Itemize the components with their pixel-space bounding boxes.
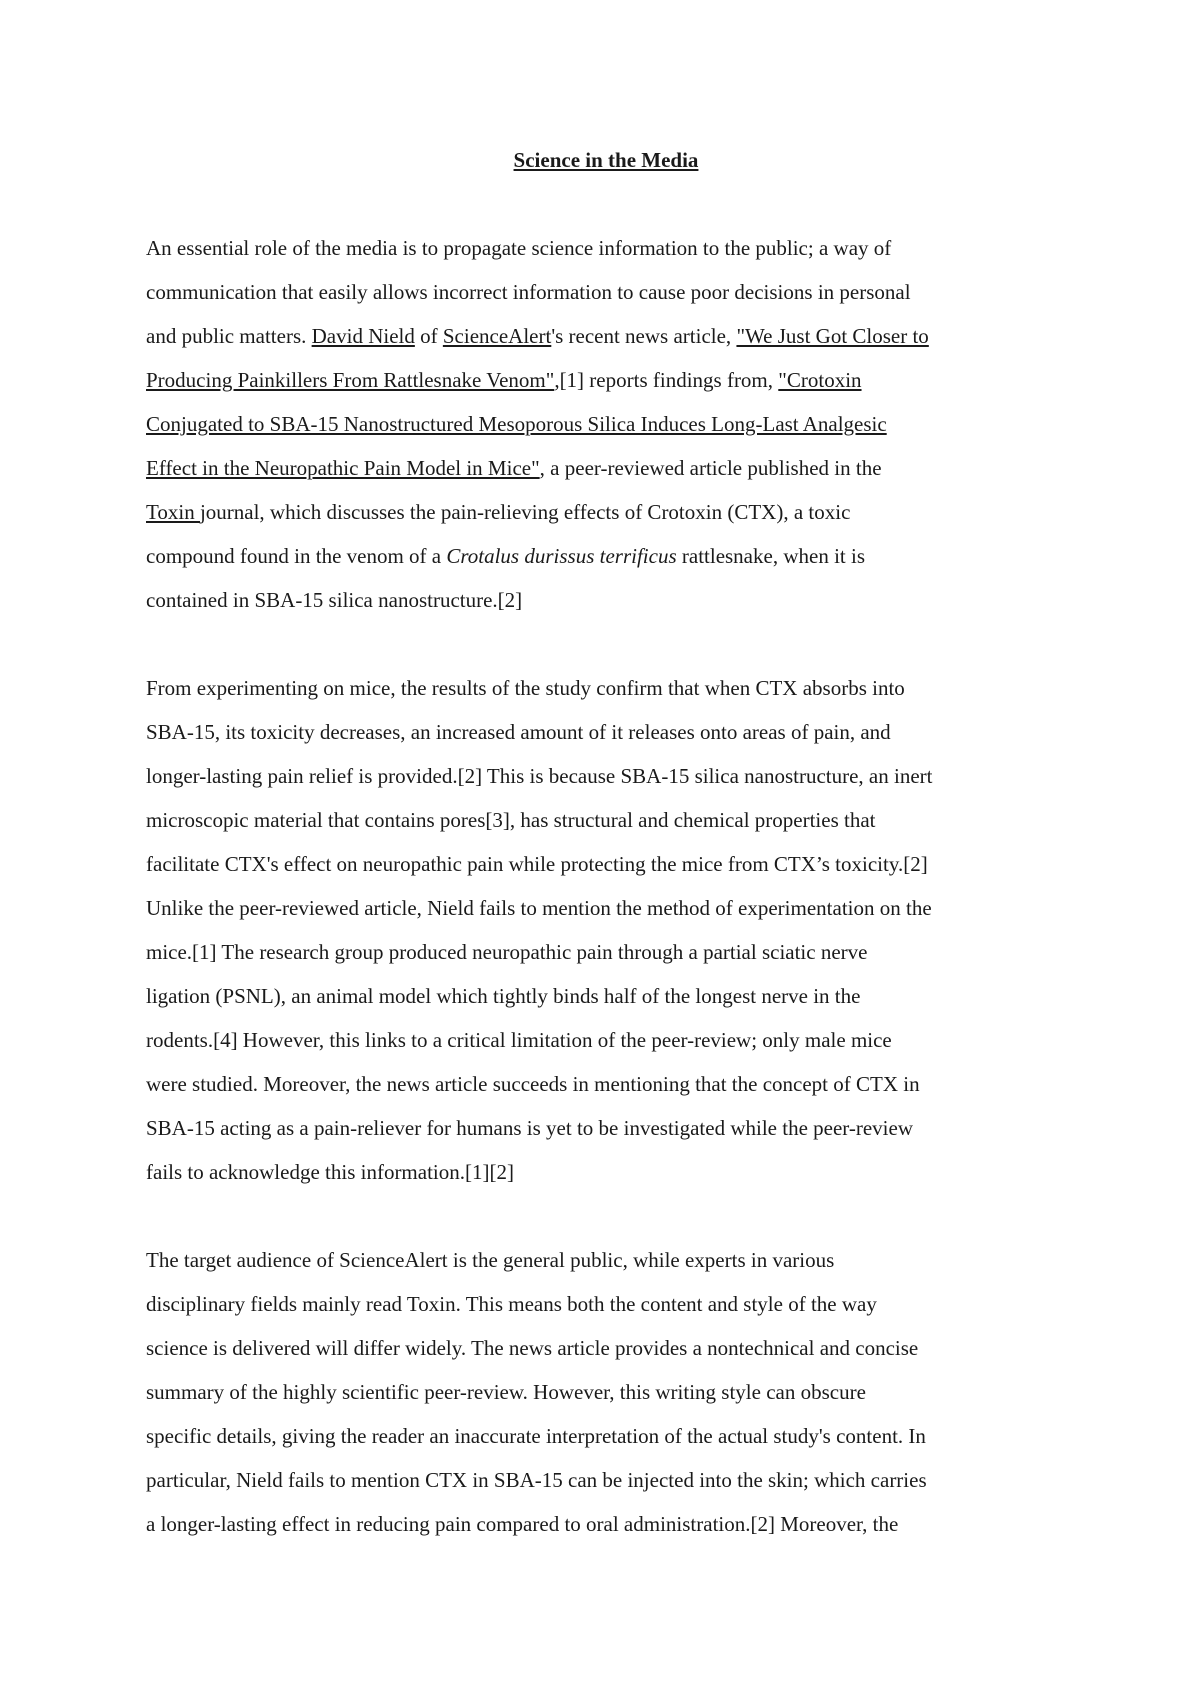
hyperlink[interactable]: Producing Painkillers From Rattlesnake Venom" [146, 368, 555, 392]
text-segment: rattlesnake, when it is [676, 544, 865, 568]
text-line [146, 1018, 1066, 1062]
text-segment: Unlike the peer-reviewed article, Nield fails to mention the method of experimentation on the [146, 896, 932, 920]
italic-text: Crotalus durissus terrificus [446, 544, 677, 568]
text-segment: particular, Nield fails to mention CTX in SBA-15 can be injected into the skin; which carries [146, 1468, 927, 1492]
text-segment: disciplinary fields mainly read Toxin. This means both the content and style of the way [146, 1292, 877, 1316]
document-body [146, 138, 1066, 1590]
text-segment: fails to acknowledge this information.[1][2] [146, 1160, 514, 1184]
text-segment: science is delivered will differ widely. The news article provides a nontechnical and concise [146, 1336, 919, 1360]
text-segment: ligation (PSNL), an animal model which tightly binds half of the longest nerve in the [146, 984, 861, 1008]
paragraph [146, 226, 1066, 622]
text-segment: SBA-15, its toxicity decreases, an increased amount of it releases onto areas of pain, and [146, 720, 891, 744]
text-line [146, 710, 1066, 754]
text-line [146, 226, 1066, 270]
text-segment: contained in SBA-15 silica nanostructure.[2] [146, 588, 523, 612]
text-segment: 's recent news article, [551, 324, 737, 348]
text-line [146, 798, 1066, 842]
paragraphs-container [146, 226, 1066, 1546]
text-line [146, 490, 1066, 534]
text-line [146, 358, 1066, 402]
text-line [146, 1502, 1066, 1546]
paragraph [146, 1238, 1066, 1546]
text-line [146, 314, 1066, 358]
text-segment: compound found in the venom of a [146, 544, 447, 568]
text-segment: mice.[1] The research group produced neuropathic pain through a partial sciatic nerve [146, 940, 868, 964]
text-line [146, 1326, 1066, 1370]
hyperlink[interactable]: "Crotoxin [778, 368, 862, 392]
hyperlink[interactable]: Effect in the Neuropathic Pain Model in Mice" [146, 456, 540, 480]
text-segment: , a peer-reviewed article published in the [539, 456, 882, 480]
paragraph [146, 666, 1066, 1194]
text-segment: communication that easily allows incorrect information to cause poor decisions in personal [146, 280, 911, 304]
text-segment: were studied. Moreover, the news article succeeds in mentioning that the concept of CTX in [146, 1072, 920, 1096]
text-line [146, 1370, 1066, 1414]
text-segment: The target audience of ScienceAlert is the general public, while experts in various [146, 1248, 835, 1272]
text-line [146, 534, 1066, 578]
text-segment: SBA-15 acting as a pain-reliever for humans is yet to be investigated while the peer-review [146, 1116, 913, 1140]
text-segment: journal, which discusses the pain-relieving effects of Crotoxin (CTX), a toxic [199, 500, 851, 524]
hyperlink[interactable]: David Nield [311, 324, 415, 348]
text-line [146, 754, 1066, 798]
text-segment: facilitate CTX's effect on neuropathic pain while protecting the mice from CTX’s toxicity.[2] [146, 852, 928, 876]
hyperlink[interactable]: "We Just Got Closer to [736, 324, 929, 348]
text-line [146, 446, 1066, 490]
text-line [146, 974, 1066, 1018]
text-segment: rodents.[4] However, this links to a critical limitation of the peer-review; only male mice [146, 1028, 892, 1052]
text-line [146, 1414, 1066, 1458]
text-segment: a longer-lasting effect in reducing pain compared to oral administration.[2] Moreover, the [146, 1512, 899, 1536]
text-line [146, 842, 1066, 886]
text-line [146, 1062, 1066, 1106]
text-line [146, 270, 1066, 314]
text-line [146, 1458, 1066, 1502]
text-segment: and public matters. [146, 324, 312, 348]
text-segment: summary of the highly scientific peer-review. However, this writing style can obscure [146, 1380, 866, 1404]
text-segment: of [414, 324, 443, 348]
text-segment: microscopic material that contains pores[3], has structural and chemical properties that [146, 808, 876, 832]
text-segment: An essential role of the media is to propagate science information to the public; a way of [146, 236, 892, 260]
hyperlink[interactable]: ScienceAlert [442, 324, 552, 348]
text-segment: longer-lasting pain relief is provided.[2] This is because SBA-15 silica nanostructure, an inert [146, 764, 933, 788]
text-line [146, 930, 1066, 974]
text-line [146, 402, 1066, 446]
text-line [146, 1106, 1066, 1150]
text-segment: ,[1] reports findings from, [554, 368, 779, 392]
text-segment: specific details, giving the reader an inaccurate interpretation of the actual study's content. In [146, 1424, 926, 1448]
text-line [146, 666, 1066, 710]
text-segment: From experimenting on mice, the results of the study confirm that when CTX absorbs into [146, 676, 905, 700]
document-title: Science in the Media [513, 148, 699, 172]
text-line [146, 1238, 1066, 1282]
text-line [146, 578, 1066, 622]
hyperlink[interactable]: Conjugated to SBA-15 Nanostructured Mesoporous Silica Induces Long-Last Analgesic [146, 412, 887, 436]
text-line [146, 1282, 1066, 1326]
text-line [146, 1150, 1066, 1194]
hyperlink[interactable]: Toxin [146, 500, 200, 524]
text-line [146, 886, 1066, 930]
